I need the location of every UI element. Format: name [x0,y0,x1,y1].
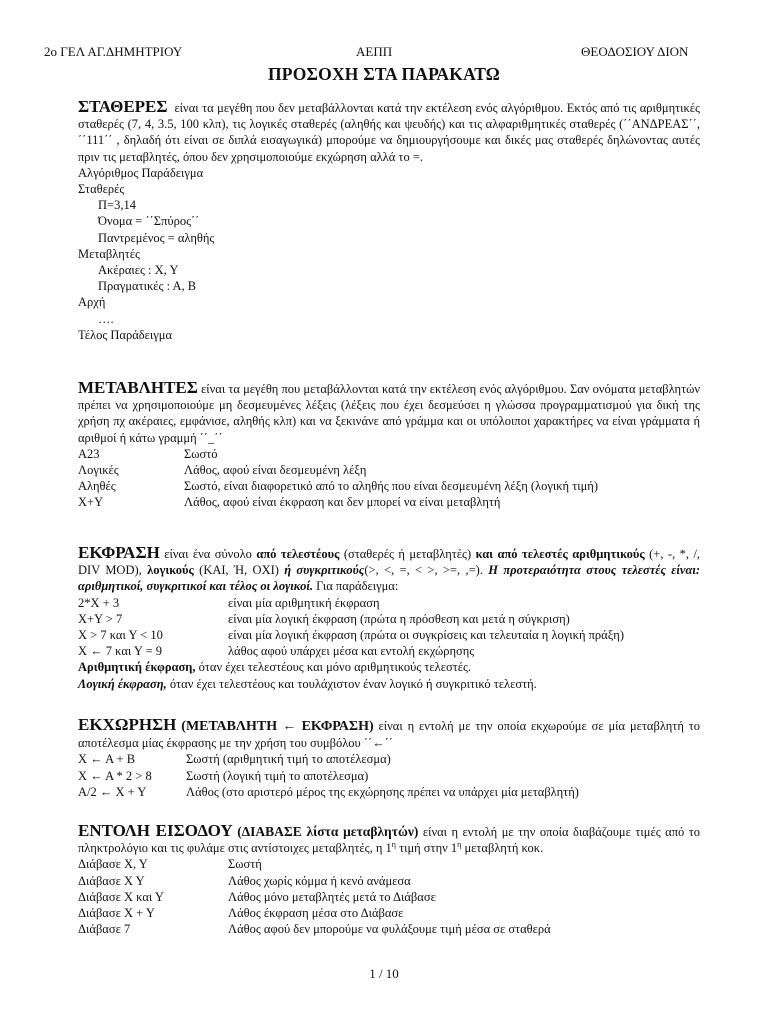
code-line: Πραγματικές : Α, Β [98,279,197,294]
input-paragraph [78,823,700,856]
code-line: Σταθερές [78,182,125,196]
expression-text: (+, -, *, /, DIV MOD), [78,547,701,578]
section-variables [78,380,700,511]
constants-text: είναι τα μεγέθη που δεν μεταβάλλονται κατά την εκτέλεση ενός αλγόριθμου. Εκτός από τις αριθμητικές σταθερές (7, 4, 3.5, 100 κλπ), τις λογικές σταθερές (αληθής και ψευδής) και τις αλφαριθμητικές σταθερές (΄΄ΑΝΔΡΕΑΣ΄΄, ΄΄111΄΄ , δηλαδή ότι είναι σε διπλά εισαγωγικά) μπορούμε να δημιουργήσουμε και δικές μας σταθερές δηλώνοντας αυτές πριν τις μεταβλητές, όπου δεν χρησιμοποιούμε εκχώρηση αλλά το =. [78,101,701,164]
definition-term: Λογική έκφραση, [78,676,167,691]
code-line: …. [98,311,114,326]
assignment-heading: ΕΚΧΩΡΗΣΗ [78,715,177,734]
arithmetic-definition [78,659,700,675]
section-constants [78,99,700,343]
example-note: Λάθος μόνο μεταβλητές μετά το Διάβασε [228,889,436,904]
example-note: είναι μία λογική έκφραση (πρώτα οι συγκρίσεις και τελευταία η λογική πράξη) [228,628,624,643]
example-note: Λάθος αφού δεν μπορούμε να φυλάξουμε τιμή μέσα σε σταθερά [228,922,551,937]
example-expr: Χ+Υ [78,495,104,510]
example-note: Λάθος, αφού είναι έκφραση και δεν μπορεί να είναι μεταβλητή [184,495,501,510]
example-note: Λάθος έκφραση μέσα στο Διάβασε [228,906,404,921]
table-row [78,873,551,889]
expression-bold: λογικούς [147,563,194,578]
example-expr: Λογικές [78,463,119,478]
input-examples-table [78,856,551,937]
code-line: Αρχή [78,295,106,310]
table-row [78,643,624,659]
expression-bold-italic: ή συγκριτικούς [284,563,365,578]
variables-heading: ΜΕΤΑΒΛΗΤΕΣ [78,378,198,397]
table-row [78,784,579,800]
expression-text: (ΚΑΙ, Ή, ΟΧΙ) [199,563,279,578]
expression-text: (>, <, =, < >, >=, ,=). [364,563,483,578]
expression-heading: ΕΚΦΡΑΣΗ [78,543,160,562]
page-number: 1 / 10 [369,966,399,981]
example-note: είναι μία αριθμητική έκφραση [228,595,380,610]
example-expr: Α23 [78,446,100,461]
example-note: Λάθος (στο αριστερό μέρος της εκχώρησης πρέπει να υπάρχει μία μεταβλητή) [186,784,579,799]
input-text: είναι η εντολή με την οποία διαβάζουμε τιμές από το πληκτρολόγιο και τις φυλάμε στις αντίστοιχες μεταβλητές, η 1 [78,825,701,856]
input-heading: ΕΝΤΟΛΗ ΕΙΣΟΔΟΥ [78,821,233,840]
code-line: Π=3,14 [98,198,136,213]
example-expr: Αληθές [78,479,116,494]
code-line: Ακέραιες : Χ, Υ [98,262,179,277]
example-expr: Χ ← Α + Β [78,752,136,767]
table-row [78,921,551,937]
assignment-syntax: (ΜΕΤΑΒΛΗΤΗ ← ΕΚΦΡΑΣΗ) [181,719,374,734]
example-expr: Α/2 ← Χ + Υ [78,784,147,799]
code-line: Παντρεμένος = αληθής [98,230,215,245]
expression-bold: και από τελεστές αριθμητικούς [475,547,645,561]
table-row [78,905,551,921]
expression-priority-note: Η προτεραιότητα στους τελεστές είναι: αριθμητικοί, συγκριτικοί και τέλος οι λογικοί. [78,563,701,594]
expression-bold: από τελεστέους [256,547,340,561]
example-note: Σωστή [228,857,262,872]
example-expr: Διάβασε 7 [78,922,131,937]
table-row [78,478,598,494]
code-line: Όνομα = ΄΄Σπύρος΄΄ [98,214,200,229]
definition-term: Αριθμητική έκφραση, [78,660,196,675]
constants-heading: ΣΤΑΘΕΡΕΣ [78,97,168,116]
example-expr: Χ ← 7 και Υ = 9 [78,644,163,659]
table-row [78,856,551,872]
section-assignment [78,717,700,800]
page-title: ΠΡΟΣΟΧΗ ΣΤΑ ΠΑΡΑΚΑΤΩ [268,64,500,84]
expression-text: είναι ένα σύνολο [164,547,252,561]
example-expr: Χ+Υ > 7 [78,611,123,626]
variables-paragraph [78,380,700,446]
example-expr: Χ > 7 και Υ < 10 [78,628,163,643]
example-note: Λάθος, αφού είναι δεσμευμένη λέξη [184,463,367,478]
logical-definition [78,676,700,692]
example-note: Σωστό [184,446,218,461]
table-row [78,627,624,643]
assignment-examples-table [78,751,579,800]
example-note: Σωστή (αριθμητική τιμή το αποτέλεσμα) [186,752,391,767]
example-expr: Διάβασε Χ + Υ [78,906,155,921]
input-syntax: (ΔΙΑΒΑΣΕ λίστα μεταβλητών) [237,824,419,839]
table-row [78,768,579,784]
table-row [78,751,579,767]
variables-text: είναι τα μεγέθη που μεταβάλλονται κατά την εκτέλεση ενός αλγόριθμου. Σαν ονόματα μεταβλητών πρέπει να χρησιμοποιούμε μη δεσμευμένες λέξεις (λέξεις που έχει δεσμεύσει η γλώσσα προγραμματισμού για δική της χρήση πχ ακέραιες, εμφάνισε, αληθής κλπ) και να ξεκινάνε από γράμμα και οι υπόλοιποι χαρακτήρες να είναι γράμματα ή αριθμοί ή κάτω γραμμή ΄΄_΄΄ [78,382,700,445]
section-input [78,823,700,937]
table-row [78,611,624,627]
variables-examples-table [78,446,598,511]
example-note: είναι μία λογική έκφραση (πρώτα η πρόσθεση και μετά η σύγκριση) [228,611,570,626]
expression-examples-table [78,595,624,660]
example-note: λάθος αφού υπάρχει μέσα και εντολή εκχώρησης [228,644,475,659]
superscript: η [391,840,396,850]
constants-code-block [78,165,700,343]
example-expr: Διάβασε Χ και Υ [78,889,164,904]
example-note: Σωστή (λογική τιμή το αποτέλεσμα) [186,768,369,783]
section-expression [78,545,700,692]
example-note: Σωστό, είναι διαφορετικό από το αληθής που είναι δεσμευμένη λέξη (λογική τιμή) [184,479,598,494]
expression-paragraph [78,545,700,595]
code-line: Αλγόριθμος Παράδειγμα [78,165,204,180]
header-author: ΘΕΟΔΟΣΙΟΥ ΔΙΟΝ [581,44,689,59]
example-expr: 2*Χ + 3 [78,595,120,610]
definition-text: όταν έχει τελεστέους και τουλάχιστον έναν λογικό ή συγκριτικό τελεστή. [169,676,537,691]
table-row [78,462,598,478]
table-row [78,595,624,611]
table-row [78,446,598,462]
constants-paragraph [78,99,700,165]
expression-text: Για παράδειγμα: [316,579,399,594]
example-note: Λάθος χωρίς κόμμα ή κενό ανάμεσα [228,873,411,888]
input-text: μεταβλητή κοκ. [464,841,544,856]
table-row [78,494,598,510]
superscript: η [457,840,462,850]
expression-text: (σταθερές ή μεταβλητές) [343,547,472,561]
assignment-text: είναι η εντολή με την οποία εκχωρούμε σε μία μεταβλητή το αποτέλεσμα μίας έκφρασης με την χρήση του συμβόλου ΄΄←΄΄ [78,719,701,751]
code-line: Μεταβλητές [78,246,141,261]
example-expr: Διάβασε Χ Υ [78,873,145,888]
definition-text: όταν έχει τελεστέους και μόνο αριθμητικούς τελεστές. [198,660,472,675]
code-line: Τέλος Παράδειγμα [78,327,173,342]
example-expr: Διάβασε Χ, Υ [78,857,148,872]
assignment-paragraph [78,717,700,751]
header-school: 2ο ΓΕΛ ΑΓ.ΔΗΜΗΤΡΙΟΥ [44,44,183,59]
input-text: τιμή στην 1 [399,841,458,856]
table-row [78,889,551,905]
example-expr: Χ ← Α * 2 > 8 [78,768,152,783]
header-subject: ΑΕΠΠ [356,44,393,59]
